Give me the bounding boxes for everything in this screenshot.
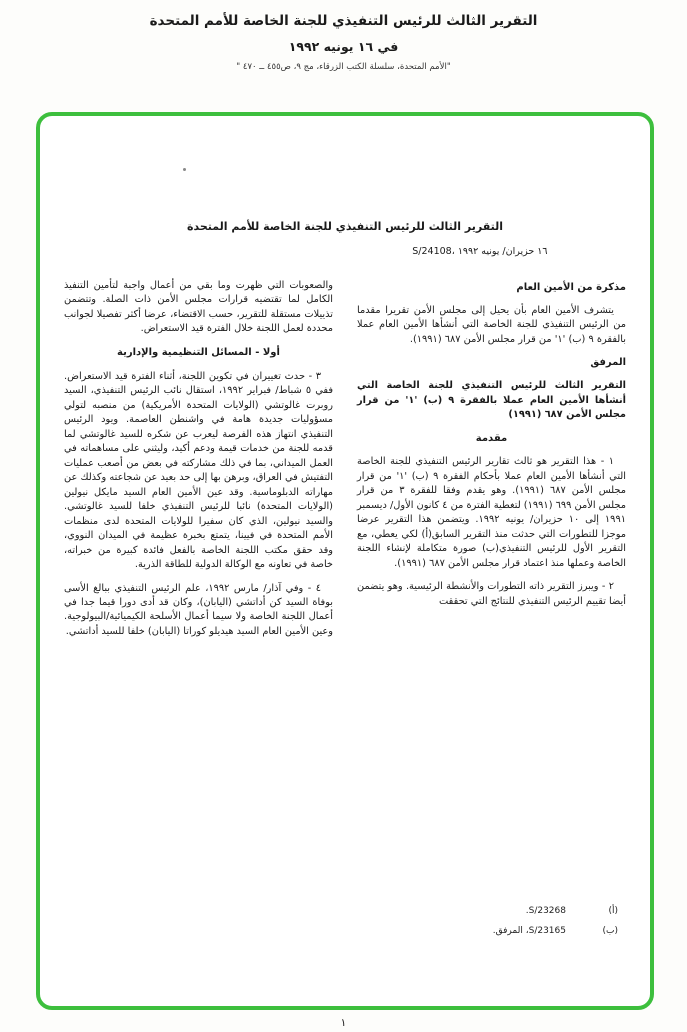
document-symbol-date: S/24108، ١٦ حزيران/ يونيه ١٩٩٢	[412, 246, 548, 257]
two-column-text	[64, 279, 626, 648]
annex-heading: المرفق	[590, 357, 626, 369]
header-title: التقرير الثالث للرئيس التنفيذي للجنة الخاصة للأمم المتحدة	[149, 13, 538, 29]
footnote-row	[493, 926, 618, 936]
column-left	[64, 279, 333, 648]
column-right	[357, 279, 626, 648]
memo-paragraph: يتشرف الأمين العام بأن يحيل إلى مجلس الأمن تقريرا مقدما من الرئيس التنفيذي للجنة الخاصة التي أنشأها الأمين العام عملا بالفقرة ٩ (ب) '١' من قرار مجلس الأمن ٦٨٧ (١٩٩١).	[357, 304, 626, 345]
footnotes	[493, 906, 618, 946]
introduction-heading: مقدمة	[475, 432, 508, 444]
paragraph-2-continuation: والصعوبات التي ظهرت وما بقي من أعمال واجبة لتأمين التنفيذ الكامل لما تقتضيه قرارات مجلس الأمن ذات الصلة. وتتضمن تذييلات مستقلة للتقرير، حسب الاقتضاء، عرضا أكثر تفصيلا لجوانب محددة لعمل اللجنة خلال الفترة قيد الاستعراض.	[64, 280, 333, 335]
section-1-heading: أولا - المسائل التنظيمية والإدارية	[117, 346, 280, 358]
document-title: التقرير الثالث للرئيس التنفيذي للجنة الخاصة للأمم المتحدة	[186, 220, 503, 233]
footnote-marker: (ب)	[602, 926, 618, 936]
footnote-row	[493, 906, 618, 916]
document-reference	[334, 246, 626, 257]
header-date: في ١٦ يونيه ١٩٩٢	[288, 39, 399, 54]
footnote-marker: (أ)	[608, 906, 618, 916]
paragraph-4: ٤ - وفي آذار/ مارس ١٩٩٢، علم الرئيس التنفيذي ببالغ الأسى بوفاة السيد كن أداتشي (اليابان)، وكان قد أدى دورا قيما جدا في أعمال اللجنة الخاصة ولا سيما أعمال الأسلحة الكيميائية/البيولوجية. وعين الأمين العام السيد هيديلو كوراتا (اليابان) خلفا للسيد أداتشي.	[64, 582, 333, 637]
page-header	[0, 0, 687, 72]
scanned-document-frame	[36, 112, 654, 1010]
paragraph-1: ١ - هذا التقرير هو ثالث تقارير الرئيس التنفيذي للجنة الخاصة التي أنشأها الأمين العام عملا بأحكام الفقرة ٩ (ب) '١' من قرار مجلس الأمن ٦٨٧ (١٩٩١). وهو يقدم وفقا للفقرة ٣ من قرار مجلس الأمن ٦٩٩ (١٩٩١) لتغطية الفترة من ٤ كانون الأول/ ديسمبر ١٩٩١ إلى ١٠ حزيران/ يونيه ١٩٩٢. ويتضمن هذا التقرير عرضا موجزا للتطورات التي حدثت منذ التقرير السابق(أ) لكي يعطي، مع التقرير الأول للرئيس التنفيذي(ب) صورة متكاملة لإنشاء اللجنة الخاصة وعملها منذ اعتماد قرار مجلس الأمن ٦٨٧ (١٩٩١).	[357, 456, 626, 569]
annex-title-paragraph: التقرير الثالث للرئيس التنفيذي للجنة الخاصة التي أنشأها الأمين العام عملا بالفقرة ٩ (ب) '١' من قرار مجلس الأمن ٦٨٧ (١٩٩١)	[357, 380, 626, 421]
document-page	[40, 116, 650, 648]
footnote-text: S/23268.	[525, 906, 566, 916]
paragraph-3: ٣ - حدث تغييران في تكوين اللجنة، أثناء الفترة قيد الاستعراض. ففي ٥ شباط/ فبراير ١٩٩٢، استقال نائب الرئيس التنفيذي، السيد روبرت غالوتشي (الولايات المتحدة الأمريكية) من منصبه لتولي مسؤوليات جديدة هامة في واشنطن العاصمة. ويود الرئيس التنفيذي انتهاز هذه الفرصة ليعرب عن شكره للسيد غالوتشي لما قدمه للجنة من خدمات قيمة ودعم أكيد، وليثني على مساهماته في العمل الميداني، بما في ذلك مشاركته في بعض من أصعب عمليات التفتيش في العراق، وبرهن بها إلى حد بعيد عن شجاعته وكذلك عن مهاراته الدبلوماسية. وقد عين الأمين العام السيد مايكل نيولين (الولايات المتحدة) نائبا للرئيس التنفيذي خلفا للسيد غالوتشي. والسيد نيولين، الذي كان سفيرا للولايات المتحدة لدى منظمات الأمم المتحدة في فيينا، يتمتع بخبرة عظيمة في الميدان النووي، وقد حقق مكتب اللجنة الخاصة بالفعل فائدة كبيرة من خبراته، خاصة في تعاونه مع الوكالة الدولية للطاقة الذرية.	[64, 370, 334, 571]
memo-heading: مذكرة من الأمين العام	[516, 282, 626, 293]
footnote-text: S/23165، المرفق.	[492, 926, 566, 936]
header-source-citation: "الأمم المتحدة، سلسلة الكتب الزرقاء، مج ٩، ص٤٥٥ ــ ٤٧٠ "	[236, 62, 451, 72]
scan-artifact-dot	[183, 168, 186, 171]
paragraph-2: ٢ - ويبرز التقرير ذاته التطورات والأنشطة الرئيسية. وهو يتضمن أيضا تقييم الرئيس التنفيذي للنتائج التي تحققت	[357, 581, 626, 607]
page-number: ١	[340, 1017, 347, 1029]
